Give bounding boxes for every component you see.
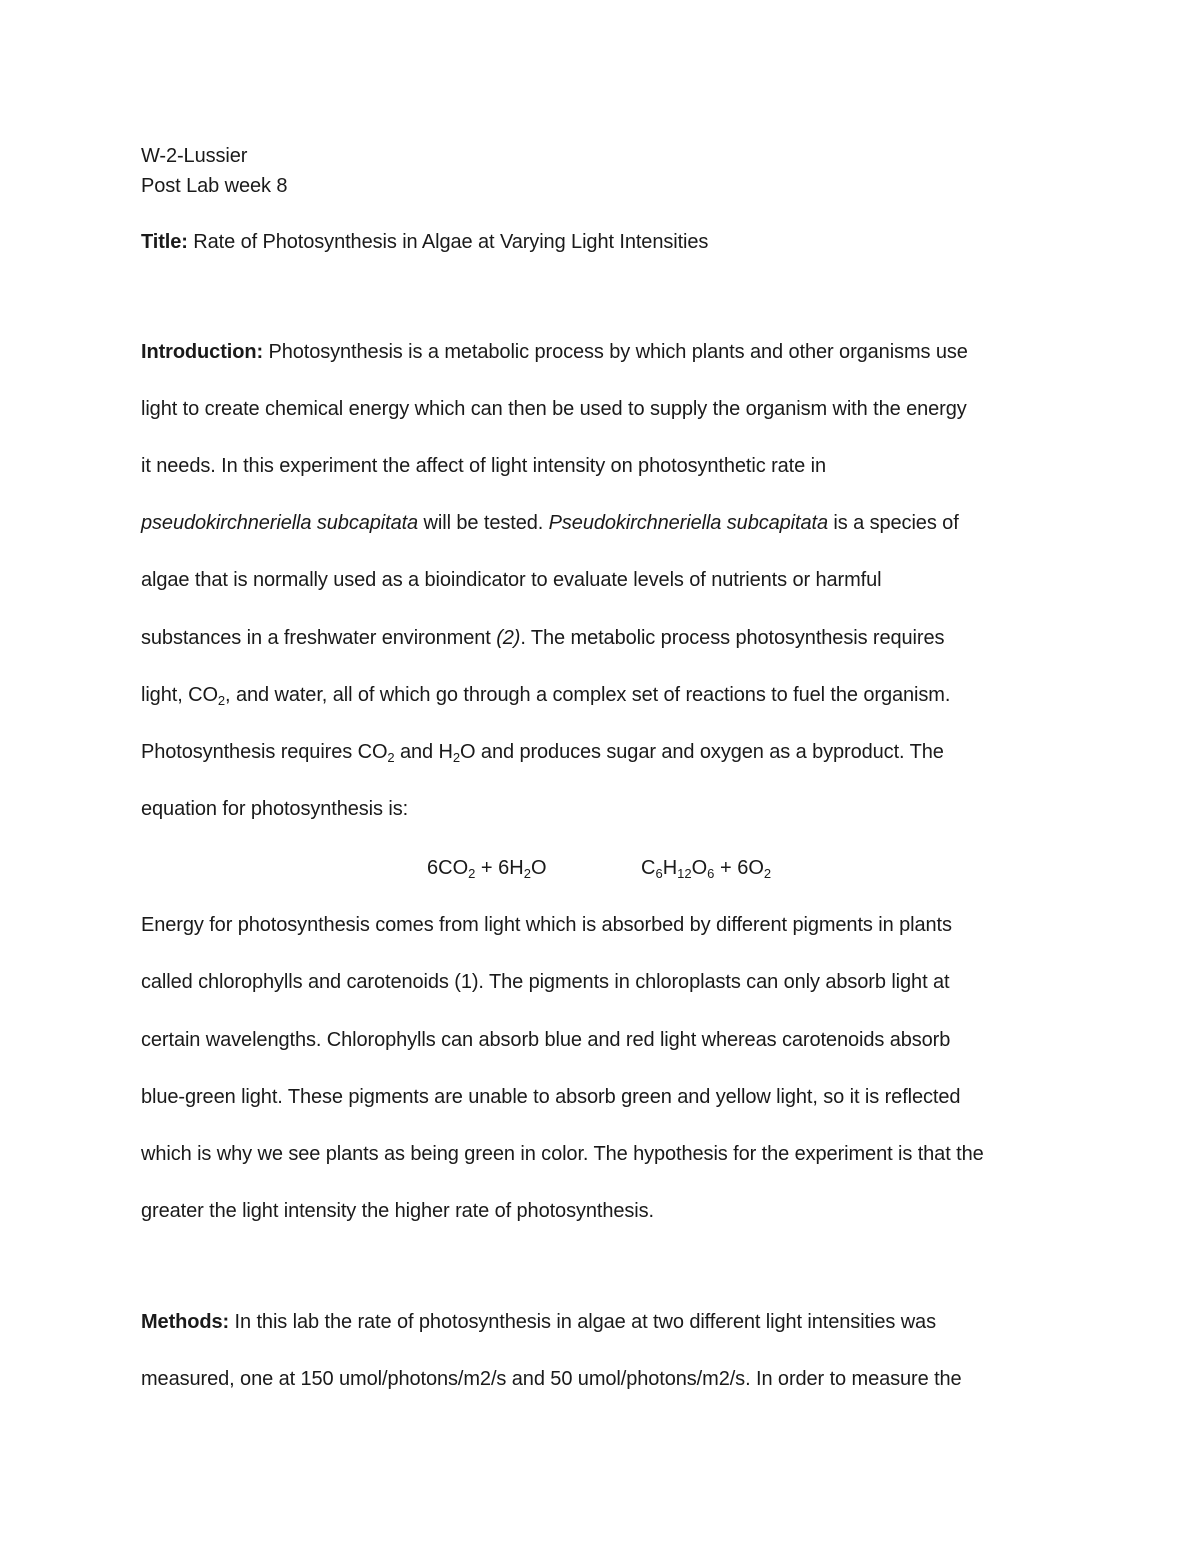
citation-2: (2)	[496, 627, 521, 649]
methods-line-1	[141, 1310, 936, 1334]
pigments-line-6: greater the light intensity the higher rate of photosynthesis.	[141, 1200, 654, 1222]
author-line: W-2-Lussier	[141, 145, 248, 167]
equation-reactants	[427, 856, 547, 880]
eq-text: + 6H	[475, 857, 524, 879]
subscript: 2	[523, 866, 531, 881]
title-label: Title:	[141, 231, 188, 253]
title-text: Rate of Photosynthesis in Algae at Varying Light Intensities	[187, 231, 709, 253]
intro-text-8-a: Photosynthesis requires CO	[141, 741, 388, 763]
pigments-line-3: certain wavelengths. Chlorophylls can absorb blue and red light whereas carotenoids absorb	[141, 1029, 951, 1051]
eq-text: O	[530, 857, 547, 879]
intro-text-7-a: light, CO	[141, 684, 218, 706]
pigments-line-4: blue-green light. These pigments are unable to absorb green and yellow light, so it is reflected	[141, 1086, 961, 1108]
intro-text-1: Photosynthesis is a metabolic process by which plants and other organisms use	[263, 341, 968, 363]
subscript: 2	[452, 750, 461, 765]
intro-text-6-b: . The metabolic process photosynthesis requires	[520, 627, 945, 649]
intro-text-4-end: is a species of	[827, 512, 959, 534]
intro-text-8-c: O and produces sugar and oxygen as a byproduct. The	[460, 741, 944, 763]
pigments-line-5: which is why we see plants as being green in color. The hypothesis for the experiment is that the	[141, 1143, 984, 1165]
course-line: Post Lab week 8	[141, 175, 288, 197]
intro-line-3: it needs. In this experiment the affect of light intensity on photosynthetic rate in	[141, 455, 826, 477]
title-line	[141, 230, 708, 254]
subscript: 6	[655, 866, 663, 881]
intro-line-4	[141, 511, 959, 535]
intro-line-6	[141, 626, 944, 650]
methods-label: Methods:	[141, 1311, 230, 1333]
intro-line-7	[141, 683, 950, 707]
species-name-italic: pseudokirchneriella subcapitata	[141, 512, 419, 534]
introduction-label: Introduction:	[141, 341, 264, 363]
eq-text: C	[641, 857, 656, 879]
pigments-line-2: called chlorophylls and carotenoids (1). The pigments in chloroplasts can only absorb light at	[141, 971, 950, 993]
intro-line-2: light to create chemical energy which can then be used to supply the organism with the energy	[141, 398, 967, 420]
subscript: 6	[707, 866, 715, 881]
intro-line-9: equation for photosynthesis is:	[141, 798, 409, 820]
methods-text-1: In this lab the rate of photosynthesis in algae at two different light intensities was	[229, 1311, 936, 1333]
subscript: 2	[468, 866, 476, 881]
subscript: 12	[677, 866, 692, 881]
methods-line-2: measured, one at 150 umol/photons/m2/s and 50 umol/photons/m2/s. In order to measure the	[141, 1368, 962, 1390]
pigments-line-1: Energy for photosynthesis comes from light which is absorbed by different pigments in plants	[141, 914, 952, 936]
subscript: 2	[217, 693, 226, 708]
intro-line-1	[141, 340, 968, 364]
intro-text-7-b: , and water, all of which go through a complex set of reactions to fuel the organism.	[225, 684, 951, 706]
equation-products	[641, 856, 771, 880]
intro-text-8-b: and H	[394, 741, 453, 763]
intro-text-6-a: substances in a freshwater environment	[141, 627, 497, 649]
eq-text: O	[691, 857, 708, 879]
intro-text-4-mid: will be tested.	[418, 512, 549, 534]
subscript: 2	[763, 866, 772, 881]
species-name-italic-2: Pseudokirchneriella subcapitata	[548, 512, 828, 534]
intro-line-8	[141, 740, 944, 764]
eq-text: H	[662, 857, 678, 879]
eq-text: 6CO	[427, 857, 469, 879]
eq-text: + 6O	[714, 857, 764, 879]
intro-line-5: algae that is normally used as a bioindicator to evaluate levels of nutrients or harmful	[141, 569, 882, 591]
subscript: 2	[387, 750, 395, 765]
